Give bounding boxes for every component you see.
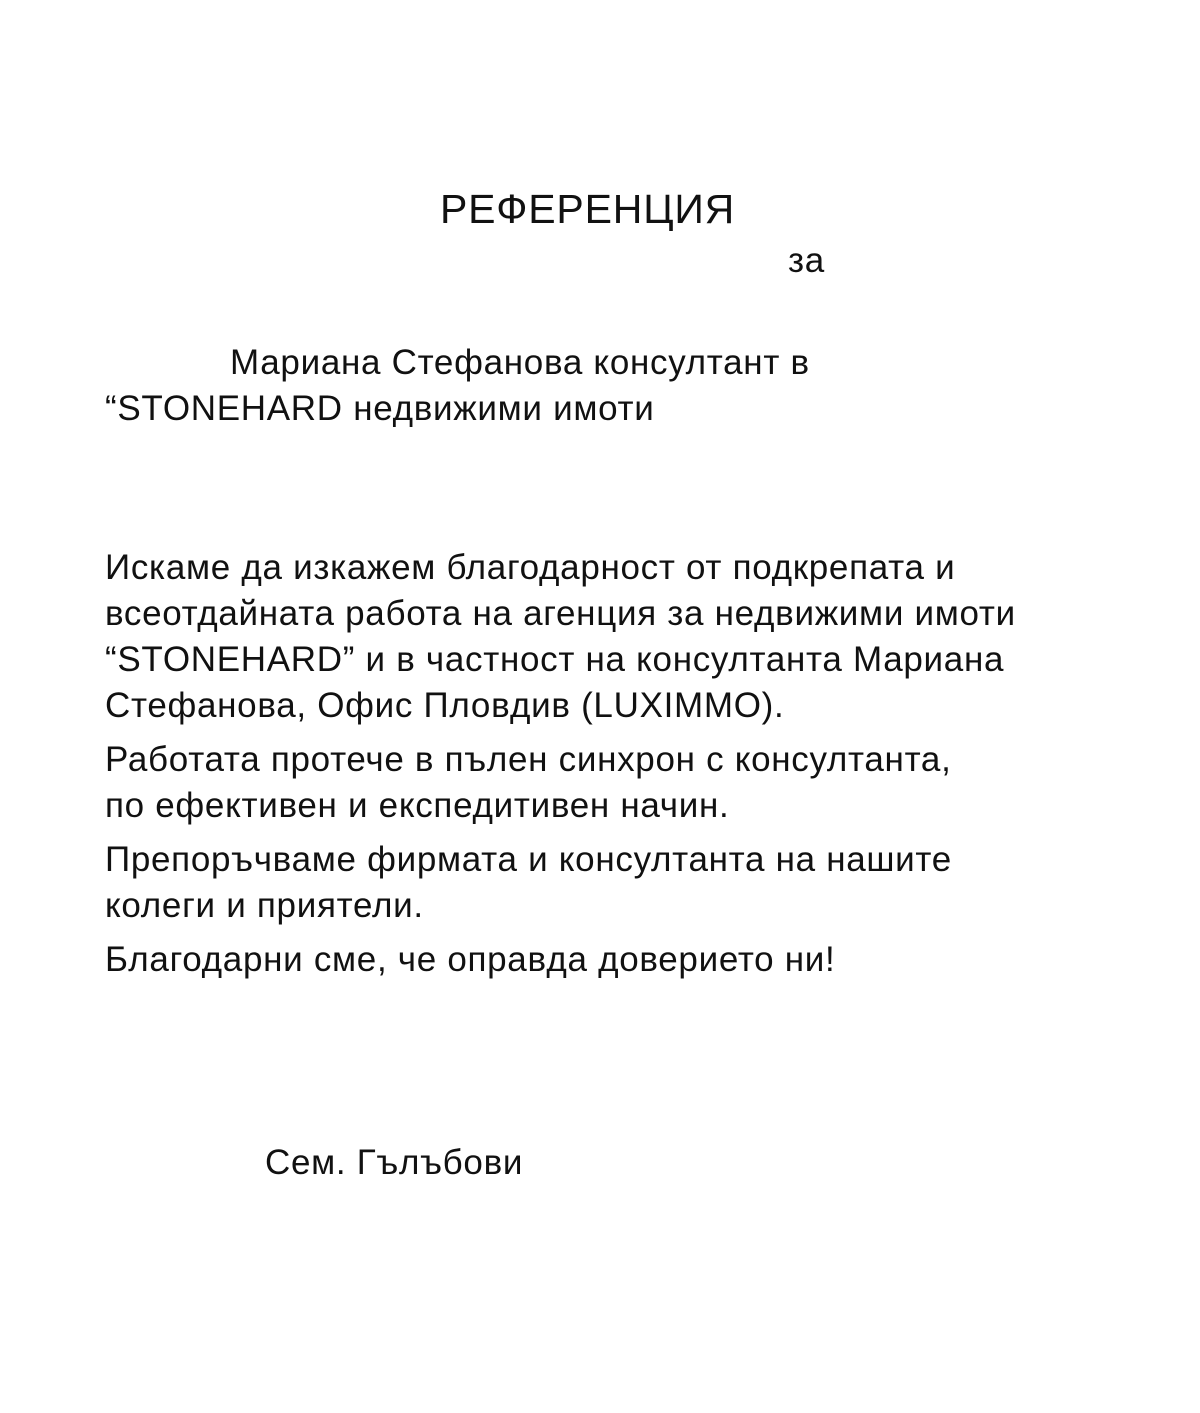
recipient-block — [105, 340, 1105, 432]
paragraph-line: Стефанова, Офис Пловдив (LUXIMMO). — [105, 686, 785, 725]
signature: Сем. Гълъбови — [265, 1143, 524, 1182]
document-preposition: за — [788, 241, 825, 280]
paragraph-line: всеотдайната работа на агенция за недвижими имоти — [105, 594, 1016, 633]
paragraph-recommendation — [105, 837, 1115, 929]
paragraph-line: Искаме да изкажем благодарност от подкрепата и — [105, 548, 956, 587]
paragraph-line: Работата протече в пълен синхрон с консултанта, — [105, 740, 952, 779]
paragraph-work-process — [105, 737, 1115, 829]
document-body — [105, 545, 1115, 991]
paragraph-line: “STONEHARD” и в частност на консултанта Мариана — [105, 640, 1005, 679]
paragraph-line: по ефективен и експедитивен начин. — [105, 786, 730, 825]
recipient-line-2: “STONEHARD недвижими имоти — [105, 389, 655, 428]
paragraph-line: колеги и приятели. — [105, 886, 424, 925]
paragraph-acknowledgement — [105, 545, 1115, 729]
recipient-line-1: Мариана Стефанова консултант в — [230, 343, 810, 382]
paragraph-line: Препоръчваме фирмата и консултанта на нашите — [105, 840, 952, 879]
paragraph-gratitude — [105, 937, 1115, 983]
document-title: РЕФЕРЕНЦИЯ — [439, 186, 736, 232]
paragraph-line: Благодарни сме, че оправда доверието ни! — [105, 940, 836, 979]
